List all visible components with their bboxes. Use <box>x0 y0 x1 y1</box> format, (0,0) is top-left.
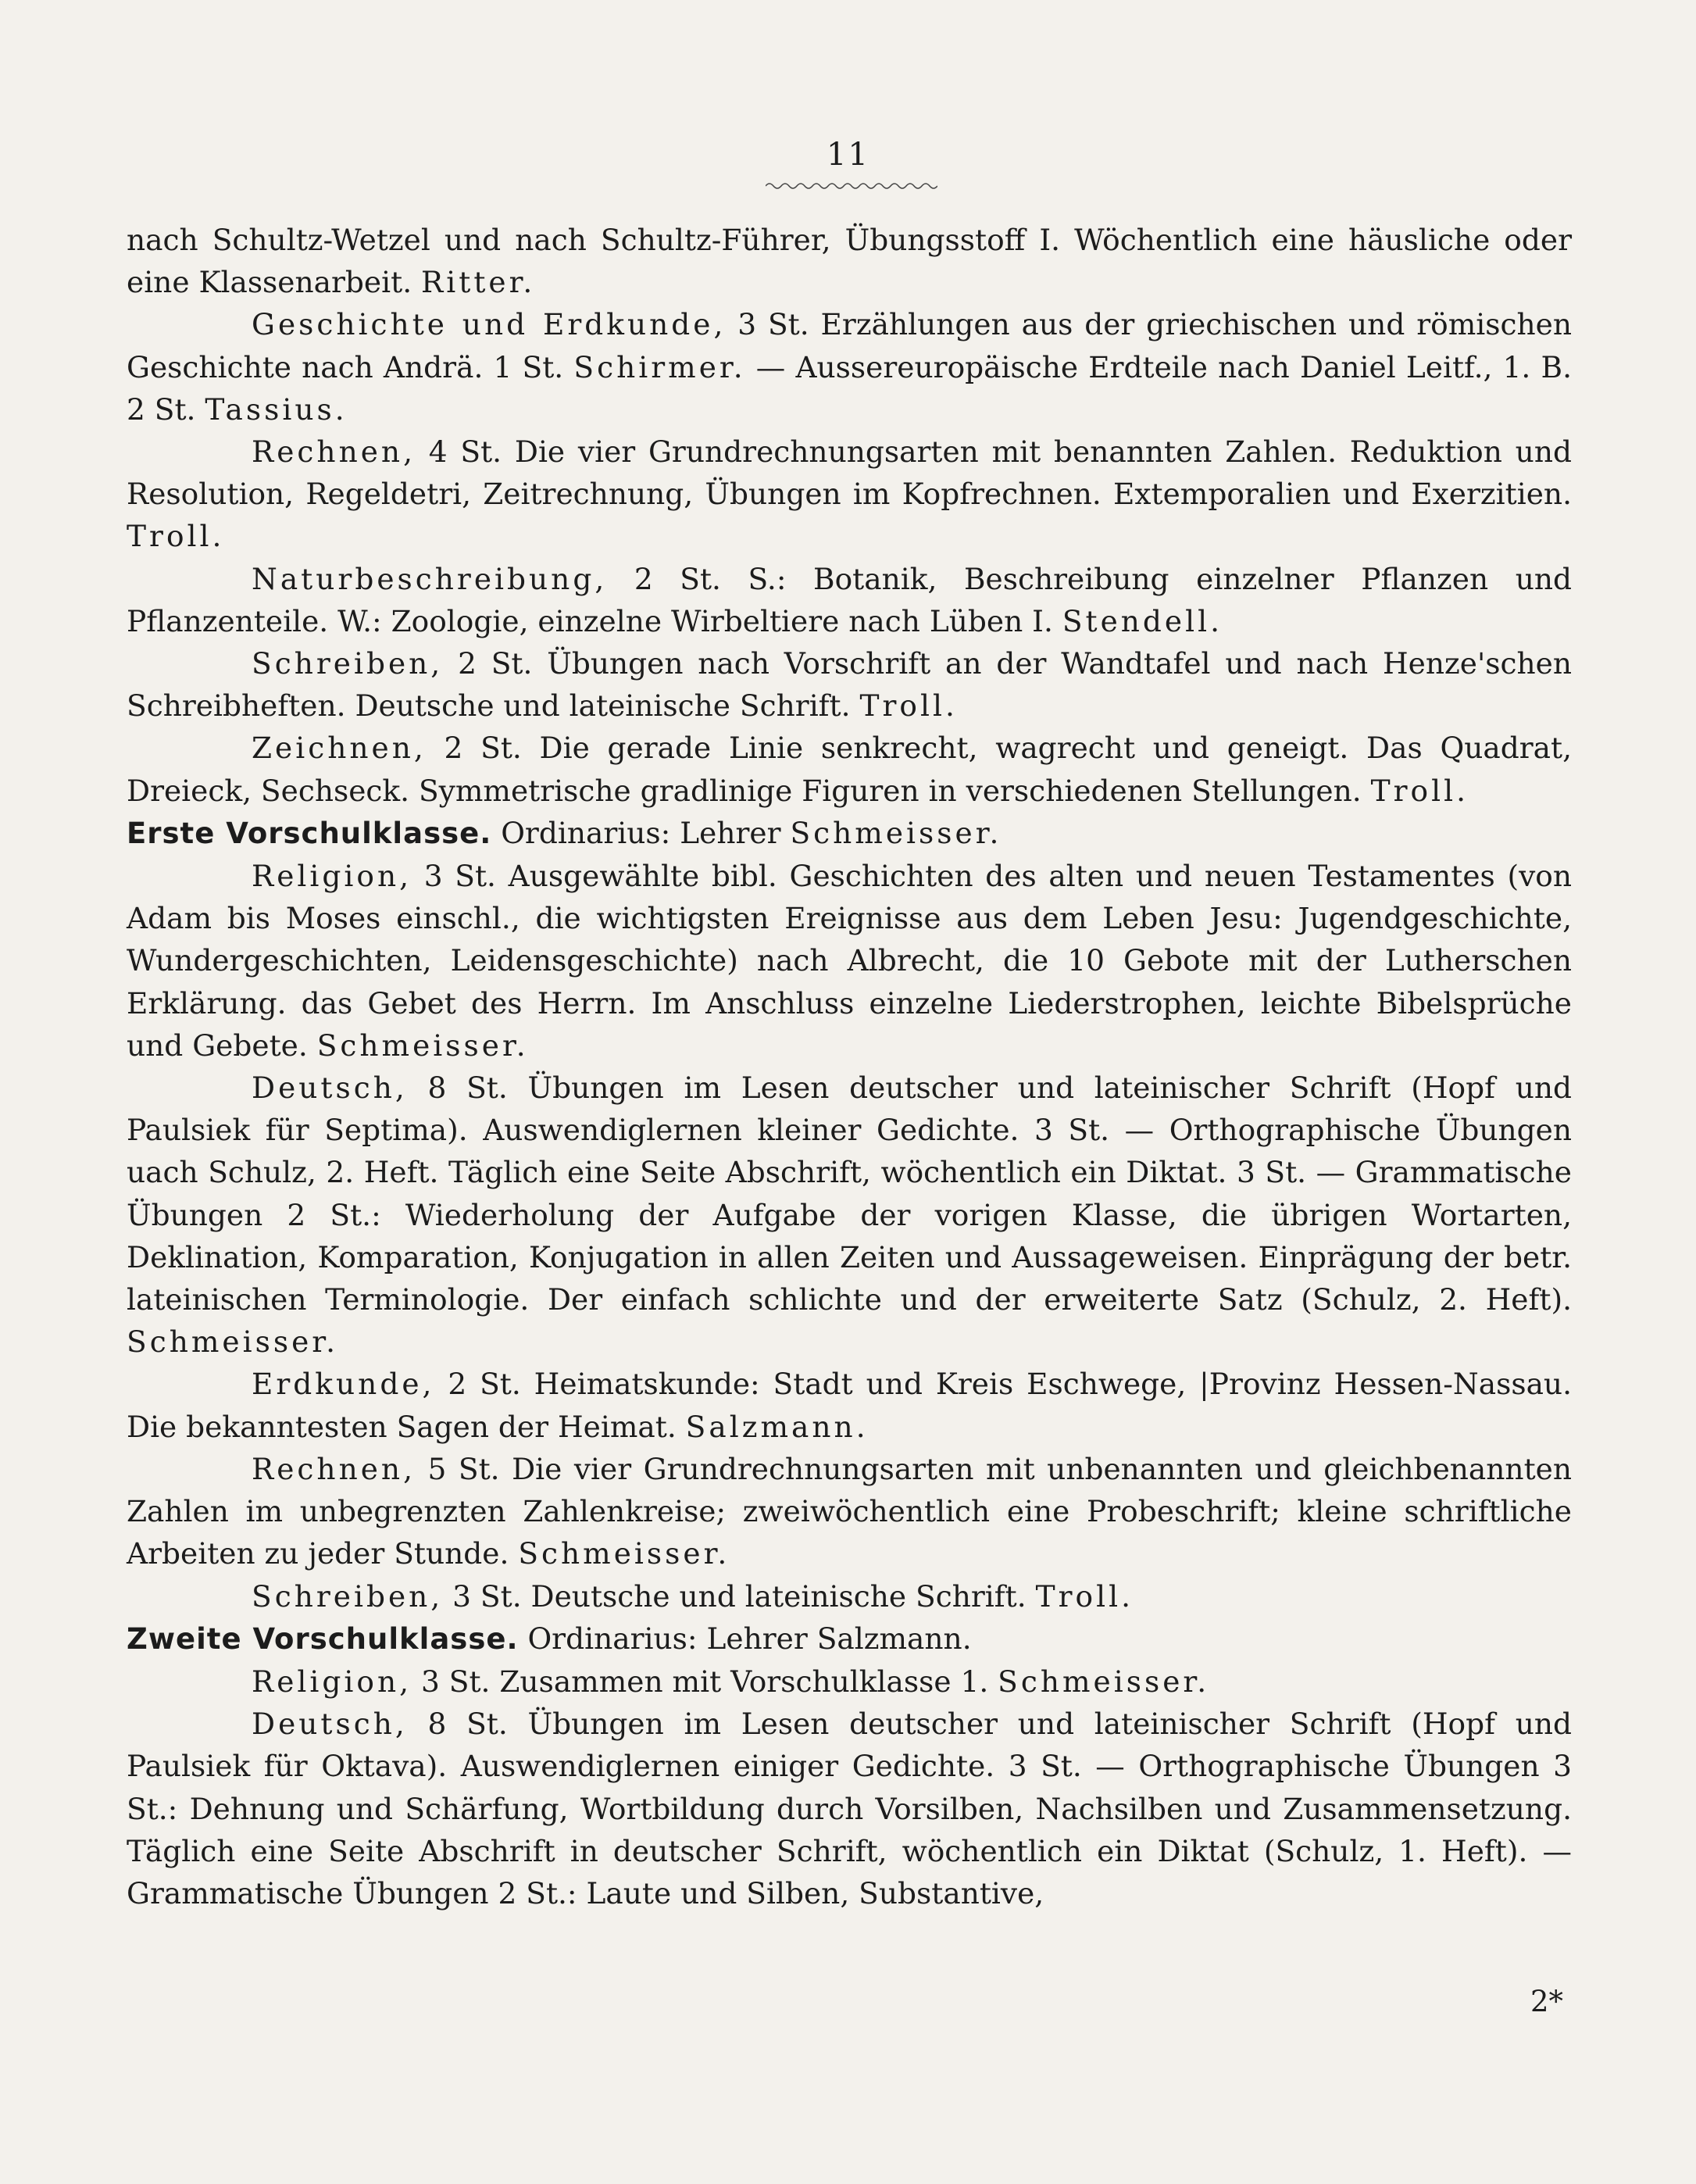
page-number: 11 <box>827 137 869 173</box>
paragraph-text: 2 St. Heimatskunde: Stadt und Kreis Eschwege, |Provinz Hessen-Nassau. Die bekanntesten Sagen der Heimat. <box>127 1367 1573 1444</box>
section-title: Erste Vorschulklasse. <box>127 816 492 850</box>
paragraph-text: 8 St. Übungen im Lesen deutscher und lateinischer Schrift (Hopf und Paulsiek für Septima). Auswendiglernen kleiner Gedichte. 3 St. — Orthographische Übungen uach Schulz, 2. Heft. Täglich eine Seite Abschrift, wöchentlich ein Diktat. 3 St. — Grammatische Übungen 2 St.: Wiederholung der Aufgabe der vorigen Klasse, die übrigen Wortarten, Deklination, Komparation, Konjugation in allen Zeiten und Aussageweisen. Einprägung der betr. lateinischen Terminologie. Der einfach schlichte und der erweiterte Satz (Schulz, 2. Heft). <box>127 1071 1573 1317</box>
paragraph <box>127 1448 1572 1575</box>
teacher-name: Stendell. <box>1062 603 1223 638</box>
teacher-name: Troll. <box>1035 1578 1134 1614</box>
section-heading <box>127 1617 1572 1660</box>
paragraph <box>127 219 1572 303</box>
ornament-rule <box>766 181 937 191</box>
paragraph <box>127 727 1572 811</box>
paragraph-text: nach Schultz-Wetzel und nach Schultz-Führer, Übungsstoff I. Wöchentlich eine häusliche oder eine Klassenarbeit. <box>127 223 1572 300</box>
teacher-name: Schmeisser. <box>127 1324 338 1360</box>
paragraph <box>127 1660 1572 1703</box>
paragraph-text: 3 St. Zusammen mit Vorschulklasse 1. <box>420 1664 998 1699</box>
paragraph-text: 3 St. Ausgewählte bibl. Geschichten des alten und neuen Testamentes (von Adam bis Moses einschl., die wichtigsten Ereignisse aus dem Leben Jesu: Jugendgeschichte, Wundergeschichten, Leidensgeschichte) nach Albrecht, die 10 Gebote mit der Lutherschen Erklärung. das Gebet des Herrn. Im Anschluss einzelne Liederstrophen, leichte Bibelsprüche und Gebete. <box>127 859 1572 1063</box>
subject-lead: Rechnen, <box>252 434 416 470</box>
page-header <box>0 137 1696 173</box>
subject-lead: Rechnen, <box>252 1451 416 1486</box>
paragraph-text: 2 St. Die gerade Linie senkrecht, wagrecht und geneigt. Das Quadrat, Dreieck, Sechseck. Symmetrische gradlinige Figuren in verschiedenen Stellungen. <box>127 731 1572 808</box>
teacher-name: Troll. <box>1370 773 1469 808</box>
paragraph-text: 5 St. Die vier Grundrechnungsarten mit unbenannten und gleichbenannten Zahlen im unbegrenzten Zahlenkreise; zweiwöchentlich eine Probeschrift; kleine schriftliche Arbeiten zu jeder Stunde. <box>127 1451 1572 1571</box>
section-heading <box>127 812 1572 855</box>
paragraph <box>127 1703 1572 1914</box>
teacher-name: Schmeisser. <box>518 1536 730 1571</box>
teacher-name: Troll. <box>127 519 225 554</box>
paragraph <box>127 431 1572 558</box>
subject-lead: Naturbeschreibung, <box>252 561 608 596</box>
teacher-name: Tassius. <box>205 391 348 427</box>
paragraph <box>127 303 1572 431</box>
teacher-name: Schirmer. <box>573 349 746 384</box>
subject-lead: Schreiben, <box>252 1578 444 1614</box>
subject-lead: Deutsch, <box>252 1707 408 1742</box>
paragraph-text: 3 St. Deutsche und lateinische Schrift. <box>452 1578 1036 1614</box>
teacher-name: Troll. <box>859 688 958 724</box>
paragraph-text: 4 St. Die vier Grundrechnungsarten mit benannten Zahlen. Reduktion und Resolution, Regeldetri, Zeitrechnung, Übungen im Kopfrechnen. Extemporalien und Exerzitien. <box>127 434 1572 512</box>
teacher-name: Schmeisser. <box>316 1028 529 1063</box>
subject-lead: Zeichnen, <box>252 731 427 766</box>
paragraph-text: 2 St. S.: Botanik, Beschreibung einzelner Pflanzen und Pflanzenteile. W.: Zoologie, einzelne Wirbeltiere nach Lüben I. <box>127 561 1573 638</box>
signature-mark: 2* <box>1530 1985 1563 2018</box>
paragraph-text: 8 St. Übungen im Lesen deutscher und lateinischer Schrift (Hopf und Paulsiek für Oktava). Auswendiglernen einiger Gedichte. 3 St. — Orthographische Übungen 3 St.: Dehnung und Schärfung, Wortbildung durch Vorsilben, Nachsilben und Zusammensetzung. Täglich eine Seite Abschrift in deutscher Schrift, wöchentlich ein Diktat (Schulz, 1. Heft). — Grammatische Übungen 2 St.: Laute und Silben, Substantive, <box>127 1707 1573 1911</box>
paragraph-text: — Aussereuropäische Erdteile nach Daniel Leitf., 1. B. 2 St. <box>127 349 1572 427</box>
ordinarius-label: Ordinarius: Lehrer Salzmann. <box>527 1621 972 1656</box>
subject-lead: Religion, <box>252 859 412 894</box>
subject-lead: Religion, <box>252 1664 412 1699</box>
section-title: Zweite Vorschulklasse. <box>127 1621 519 1656</box>
paragraph <box>127 1067 1572 1363</box>
subject-lead: Deutsch, <box>252 1071 408 1106</box>
ordinarius-label: Ordinarius: Lehrer <box>501 815 791 850</box>
teacher-name: Schmeisser. <box>998 1664 1210 1699</box>
paragraph <box>127 855 1572 1067</box>
paragraph-text: 2 St. Übungen nach Vorschrift an der Wandtafel und nach Henze'schen Schreibheften. Deutsche und lateinische Schrift. <box>127 646 1573 724</box>
paragraph <box>127 1363 1572 1447</box>
subject-lead: Schreiben, <box>252 646 444 681</box>
teacher-name: Ritter. <box>421 265 536 300</box>
paragraph-text: 3 St. Erzählungen aus der griechischen und römischen Geschichte nach Andrä. 1 St. <box>127 307 1572 384</box>
teacher-name: Salzmann. <box>685 1409 869 1444</box>
teacher-name: Schmeisser. <box>790 815 1002 850</box>
paragraph <box>127 1575 1572 1617</box>
document-body <box>127 219 1572 1914</box>
paragraph <box>127 642 1572 727</box>
subject-lead: Erdkunde, <box>252 1367 435 1402</box>
subject-lead: Geschichte und Erdkunde, <box>252 307 727 342</box>
paragraph <box>127 558 1572 642</box>
